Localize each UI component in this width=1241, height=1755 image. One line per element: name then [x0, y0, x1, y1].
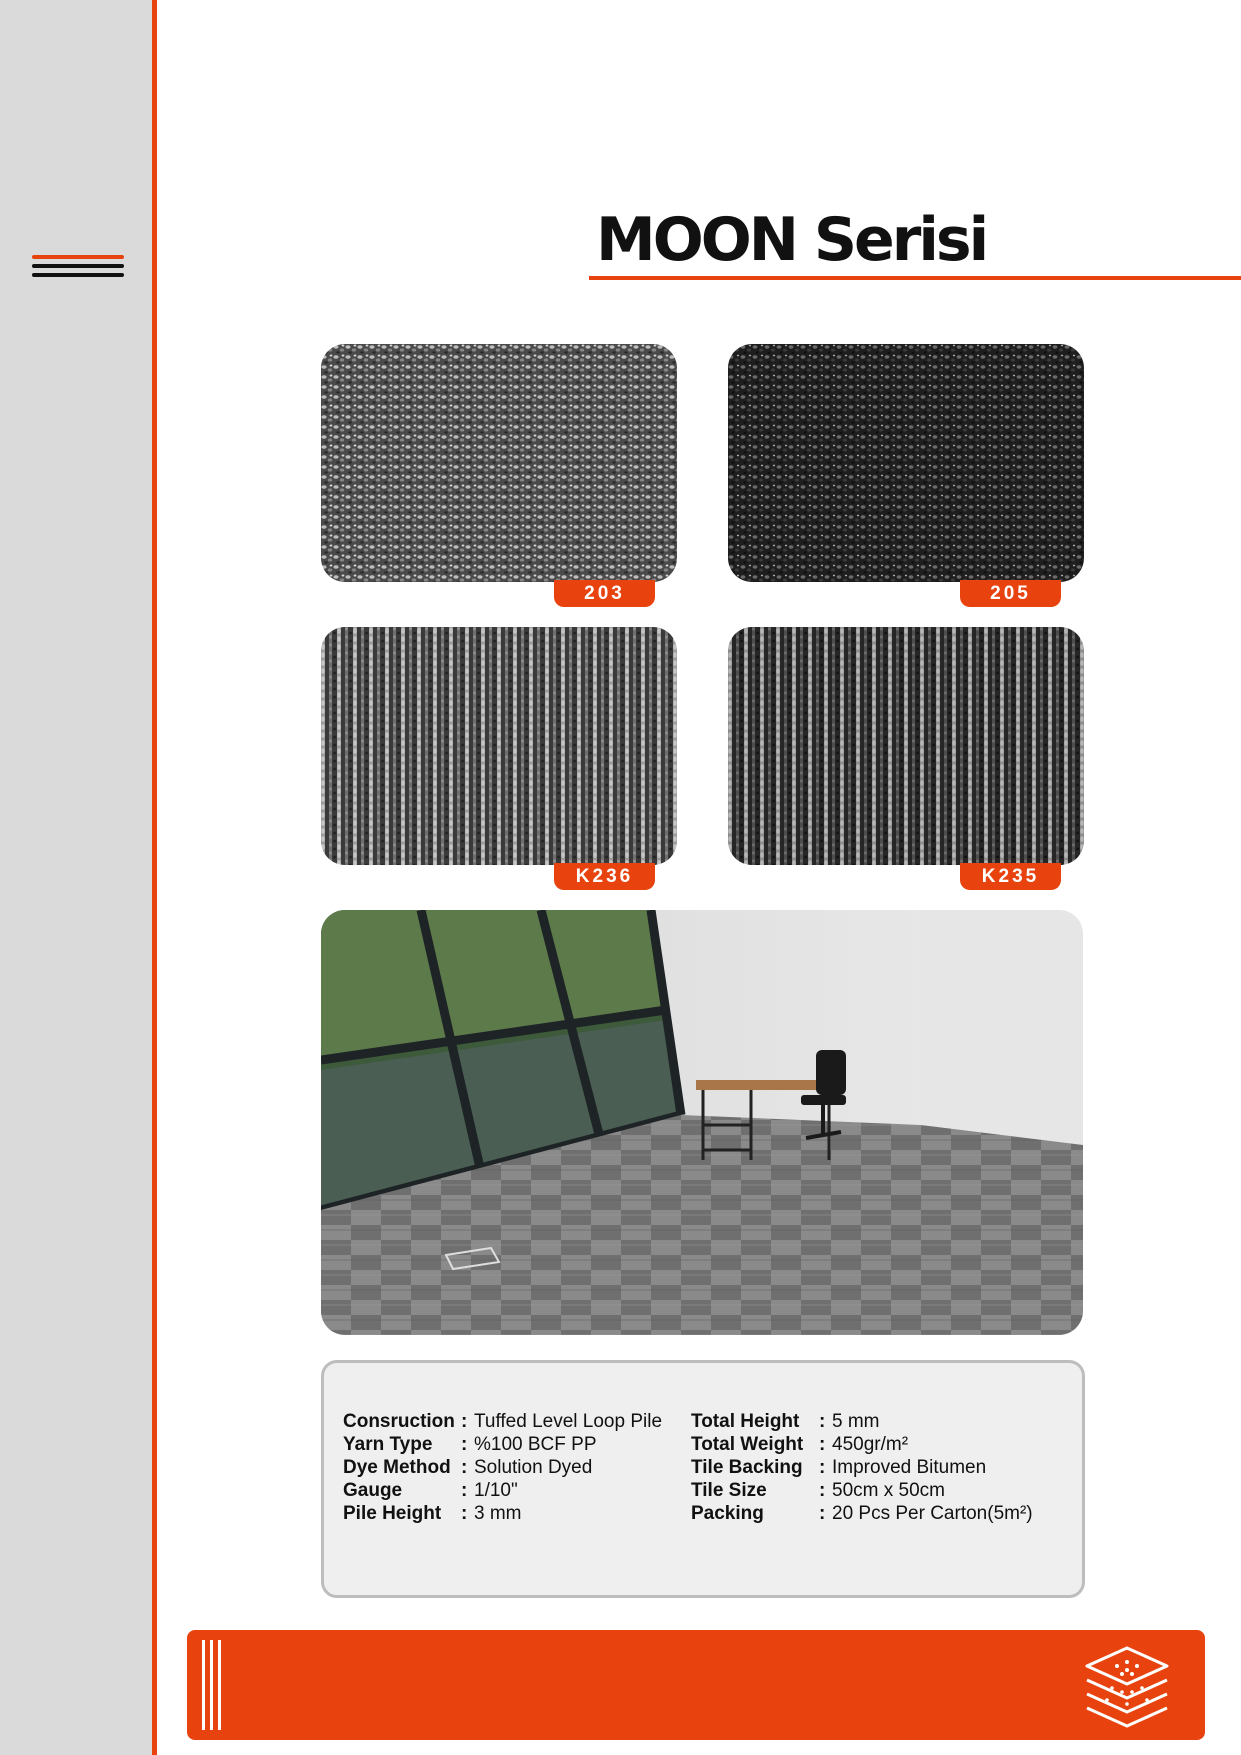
spec-colon: :	[461, 1457, 468, 1478]
spec-value: 450gr/m²	[832, 1434, 909, 1455]
spec-value: 20 Pcs Per Carton(5m²)	[832, 1503, 1033, 1524]
spec-value: 5 mm	[832, 1411, 880, 1432]
spec-key: Dye Method	[343, 1457, 451, 1478]
page-title: MOON Serisi	[596, 205, 987, 275]
spec-colon: :	[461, 1503, 468, 1524]
spec-key: Yarn Type	[343, 1434, 433, 1455]
spec-value: 3 mm	[474, 1503, 522, 1524]
spec-key: Tile Size	[691, 1480, 767, 1501]
swatch-205	[728, 344, 1084, 582]
product-code-label: K235	[960, 863, 1061, 890]
spec-colon: :	[819, 1457, 826, 1478]
title-underline	[589, 276, 1241, 280]
swatch-k235	[728, 627, 1084, 865]
spec-key: Consruction	[343, 1411, 455, 1432]
product-code-label: K236	[554, 863, 655, 890]
spec-value: 1/10"	[474, 1480, 518, 1501]
carpet-texture-205	[728, 344, 1084, 582]
spec-key: Pile Height	[343, 1503, 442, 1524]
product-code-label: 205	[960, 580, 1061, 607]
spec-colon: :	[819, 1503, 826, 1524]
spec-colon: :	[819, 1411, 826, 1432]
installation-photo	[321, 910, 1083, 1335]
sidebar-accent-line	[152, 0, 157, 1755]
spec-value: Solution Dyed	[474, 1457, 593, 1478]
spec-key: Total Weight	[691, 1434, 804, 1455]
carpet-texture-k235	[728, 627, 1084, 865]
carpet-texture-k236	[321, 627, 677, 865]
spec-key: Total Height	[691, 1411, 800, 1432]
footer-bar	[187, 1630, 1205, 1740]
spec-colon: :	[461, 1411, 468, 1432]
spec-colon: :	[819, 1434, 826, 1455]
swatch-203	[321, 344, 677, 582]
spec-value: 50cm x 50cm	[832, 1480, 945, 1501]
spec-key: Tile Backing	[691, 1457, 803, 1478]
specifications-panel	[321, 1360, 1085, 1598]
menu-lines-icon	[32, 255, 124, 281]
spec-value: Improved Bitumen	[832, 1457, 987, 1478]
spec-colon: :	[819, 1480, 826, 1501]
product-code-label: 203	[554, 580, 655, 607]
spec-key: Gauge	[343, 1480, 403, 1501]
spec-colon: :	[461, 1480, 468, 1501]
layers-icon	[1077, 1640, 1177, 1730]
spec-key: Packing	[691, 1503, 764, 1524]
swatch-k236	[321, 627, 677, 865]
office-room-illustration	[321, 910, 1083, 1335]
spec-value: Tuffed Level Loop Pile	[474, 1411, 663, 1432]
spec-colon: :	[461, 1434, 468, 1455]
carpet-texture-203	[321, 344, 677, 582]
spec-value: %100 BCF PP	[474, 1434, 597, 1455]
